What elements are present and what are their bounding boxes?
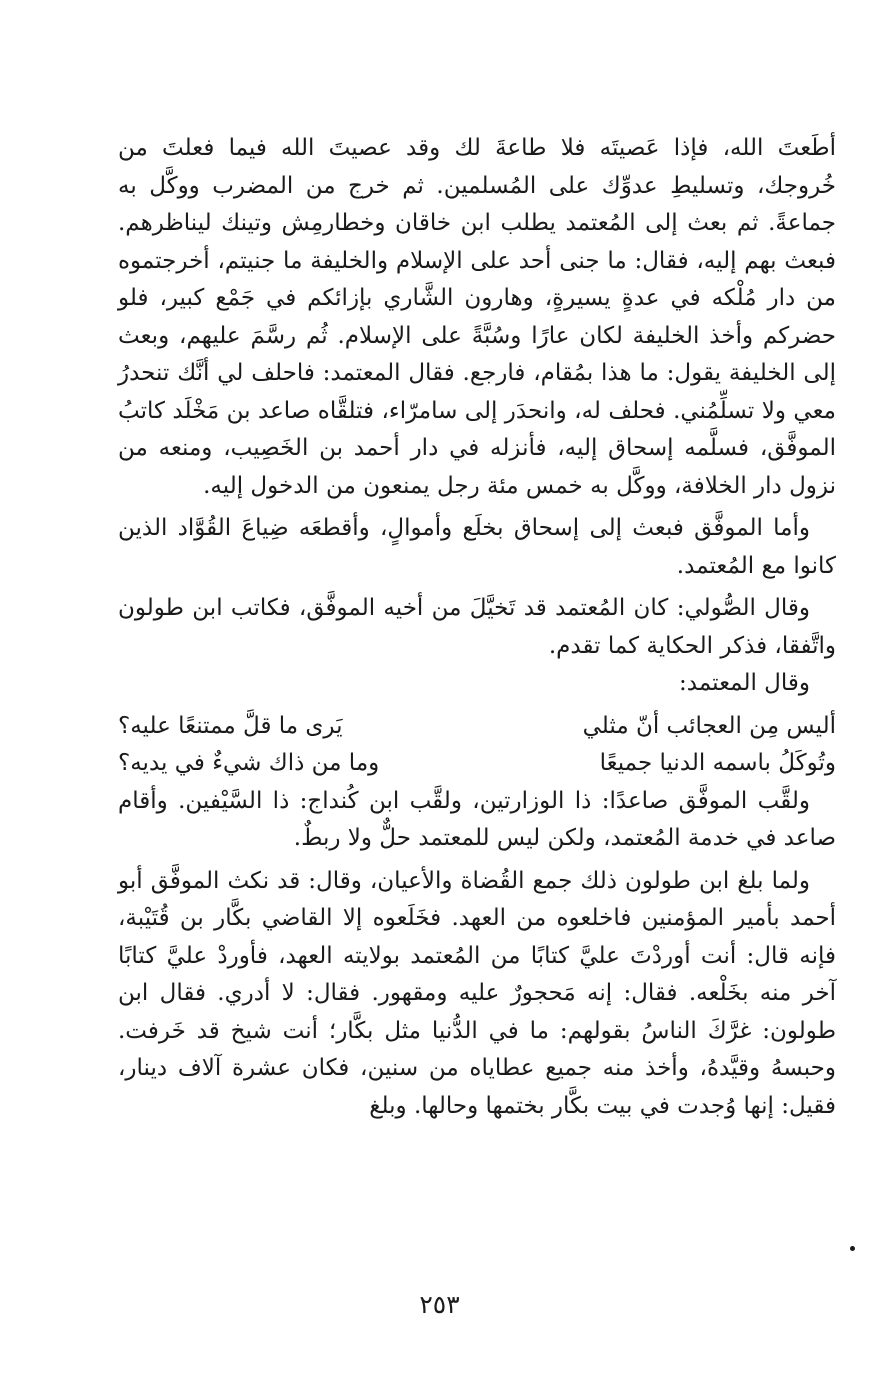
verse-line (118, 745, 836, 783)
paragraph: ولقَّب الموفَّق صاعدًا: ذا الوزارتين، ولقَّب ابن كُنداج: ذا السَّيْفين. وأقام صاعد في خدمة المُعتمد، ولكن ليس للمعتمد حلٌّ ولا ربطٌ. (118, 787, 836, 851)
verse-second-hemistich: وما من ذاك شيءٌ في يديه؟ (118, 750, 380, 776)
verse-first-hemistich: أليس مِن العجائب أنّ مثلي (582, 712, 836, 739)
page-number: ٢٥٣ (419, 1290, 460, 1319)
margin-mark (850, 1246, 855, 1251)
verse-line (118, 708, 836, 746)
page-body (118, 130, 836, 1125)
paragraph: وقال الصُّولي: كان المُعتمد قد تَخيَّلَ من أخيه الموفَّق، فكاتب ابن طولون واتَّفقا، فذكر الحكاية كما تقدم. (118, 595, 836, 659)
paragraph: ولما بلغ ابن طولون ذلك جمع القُضاة والأعيان، وقال: قد نكث الموفَّق أبو أحمد بأمير المؤمنين فاخلعوه من العهد. فخَلَعوه إلا القاضي بكَّار بن قُتَيْبة، فإنه قال: أنت أوردْتَ عليَّ كتابًا من المُعتمد بولايته العهد، فأوردْ عليَّ كتابًا آخر منه بخَلْعه. فقال: إنه مَحجورٌ عليه ومقهور. فقال: لا أدري. فقال ابن طولون: غرَّكَ الناسُ بقولهم: ما في الدُّنيا مثل بكَّار؛ أنت شيخ قد خَرفت. وحبسهُ وقيَّدهُ، وأخذ منه جميع عطاياه من سنين، فكان عشرة آلاف دينار، فقيل: إنها وُجدت في بيت بكَّار بختمها وحالها. وبلغ (118, 867, 836, 1119)
verse-first-hemistich: وتُوكَلُ باسمه الدنيا جميعًا (599, 750, 836, 776)
paragraph: وقال المعتمد: (679, 670, 810, 696)
verse-block (118, 708, 836, 783)
paragraph: وأما الموفَّق فبعث إلى إسحاق بخلَع وأموالٍ، وأقطعَه ضِياعَ القُوَّاد الذين كانوا مع المُعتمد. (118, 515, 836, 579)
verse-second-hemistich: يَرى ما قلَّ ممتنعًا عليه؟ (118, 712, 343, 739)
paragraph: أطَعتَ الله، فإذا عَصيتَه فلا طاعةَ لك وقد عصيتَ الله فيما فعلتَ من خُروجك، وتسليطِ عدوِّك على المُسلمين. ثم خرج من المضرب ووكَّل به جماعةً. ثم بعث إلى المُعتمد يطلب ابن خاقان وخطارمِش وتينك ليناظرهم. فبعث بهم إليه، فقال: ما جنى أحد على الإسلام والخليفة ما جنيتم، أخرجتموه من دار مُلْكه في عدةٍ يسيرةٍ، وهارون الشَّاري بإزائكم في جَمْع كبير، فلو حضركم وأخذ الخليفة لكان عارًا وسُبَّةً على الإسلام. ثُم رسَّمَ عليهم، وبعث إلى الخليفة يقول: ما هذا بمُقام، فارجع. فقال المعتمد: فاحلف لي أنَّك تنحدرُ معي ولا تسلِّمُني. فحلف له، وانحدَر إلى سامرّاء، فتلقَّاه صاعد بن مَخْلَد كاتبُ الموفَّق، فسلَّمه إسحاق إليه، فأنزله في دار أحمد بن الخَصِيب، ومنعه من نزول دار الخلافة، ووكَّل به خمس مئة رجل يمنعون من الدخول إليه. (118, 135, 836, 499)
